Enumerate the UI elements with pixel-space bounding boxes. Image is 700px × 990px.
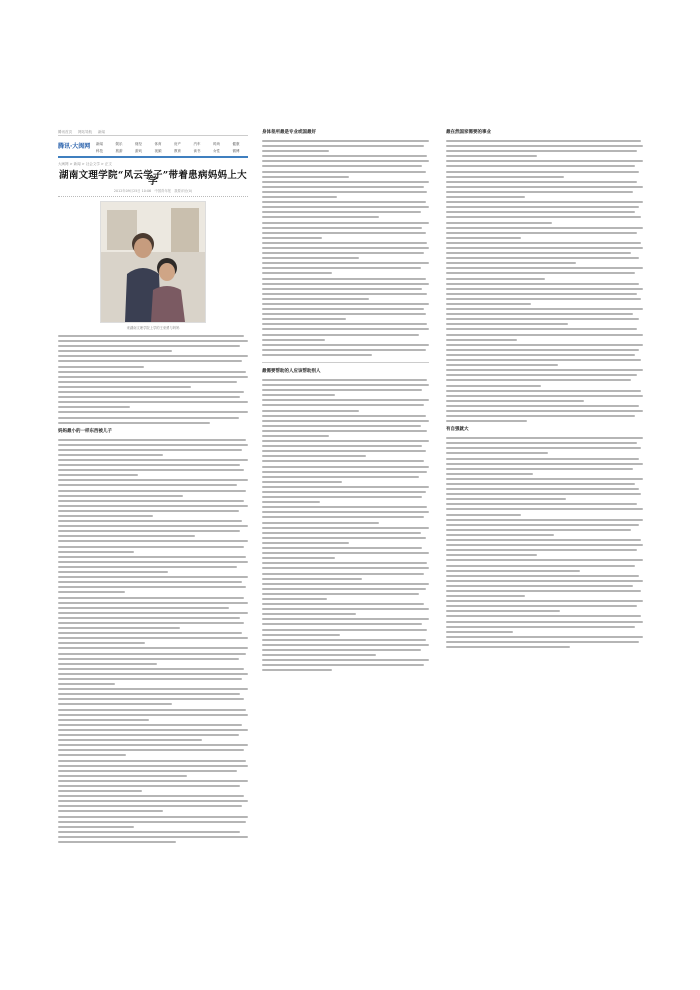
nav-item[interactable]: 视频 <box>154 148 162 153</box>
section-divider <box>262 362 429 363</box>
paragraph-block <box>262 379 429 671</box>
article-meta: 2012年09月25日 10:06 中国青年报 我要评论(0) <box>58 188 248 197</box>
nav-item[interactable]: 女性 <box>213 148 220 153</box>
paragraph-block <box>262 140 429 356</box>
top-links <box>58 128 248 136</box>
paragraph-block <box>446 437 643 648</box>
photo-illustration <box>101 202 205 322</box>
section-heading: 最在然国家需要的事业 <box>446 130 491 135</box>
top-link[interactable]: 腾讯首页 <box>58 129 72 134</box>
article-photo <box>100 201 206 323</box>
nav-item[interactable]: 体育 <box>154 141 162 146</box>
article-title: 湖南文理学院“风云学子”带着患病妈妈上大学 <box>59 170 247 187</box>
column-3 <box>446 128 643 652</box>
section-heading: 最需要帮助的人应该帮助别人 <box>262 368 321 374</box>
nav-item[interactable]: 健康 <box>232 141 240 146</box>
nav-item[interactable]: 时尚 <box>213 141 220 146</box>
top-link[interactable]: 新闻 <box>98 129 105 134</box>
nav-item[interactable]: 教育 <box>174 148 181 153</box>
site-logo[interactable]: 腾讯·大闽网 <box>58 143 91 150</box>
nav-item[interactable]: 房产 <box>174 141 181 146</box>
paragraph-block <box>446 140 643 422</box>
nav-item[interactable]: 财经 <box>135 141 142 146</box>
nav-item[interactable]: 汽车 <box>193 141 201 146</box>
nav-item[interactable]: 微博 <box>232 148 240 153</box>
nav-item[interactable]: 读书 <box>193 148 201 153</box>
nav-item[interactable]: 旅游 <box>115 148 123 153</box>
top-link[interactable]: 网站导航 <box>78 129 92 134</box>
column-1 <box>58 128 248 847</box>
paragraph-block <box>58 439 248 843</box>
site-header <box>58 138 248 158</box>
breadcrumb: 大闽网 > 新闻 > 社会文学 > 正文 <box>58 162 112 166</box>
nav-item[interactable]: 科技 <box>96 148 103 153</box>
nav-item[interactable]: 游戏 <box>135 148 142 153</box>
section-heading: 有自强就大 <box>446 427 469 433</box>
nav-item[interactable]: 新闻 <box>96 141 103 146</box>
section-heading: 身体差所最是专业或国最好 <box>262 130 316 135</box>
nav-item[interactable]: 娱乐 <box>115 141 123 146</box>
column-2 <box>262 128 429 675</box>
photo-caption: 来湖南文理学院上学的王来勇与妈妈 <box>126 326 180 330</box>
section-heading: 妈妈最小的一样东西被儿子 <box>58 428 112 434</box>
paragraph-block <box>58 335 248 424</box>
main-nav <box>96 141 248 154</box>
